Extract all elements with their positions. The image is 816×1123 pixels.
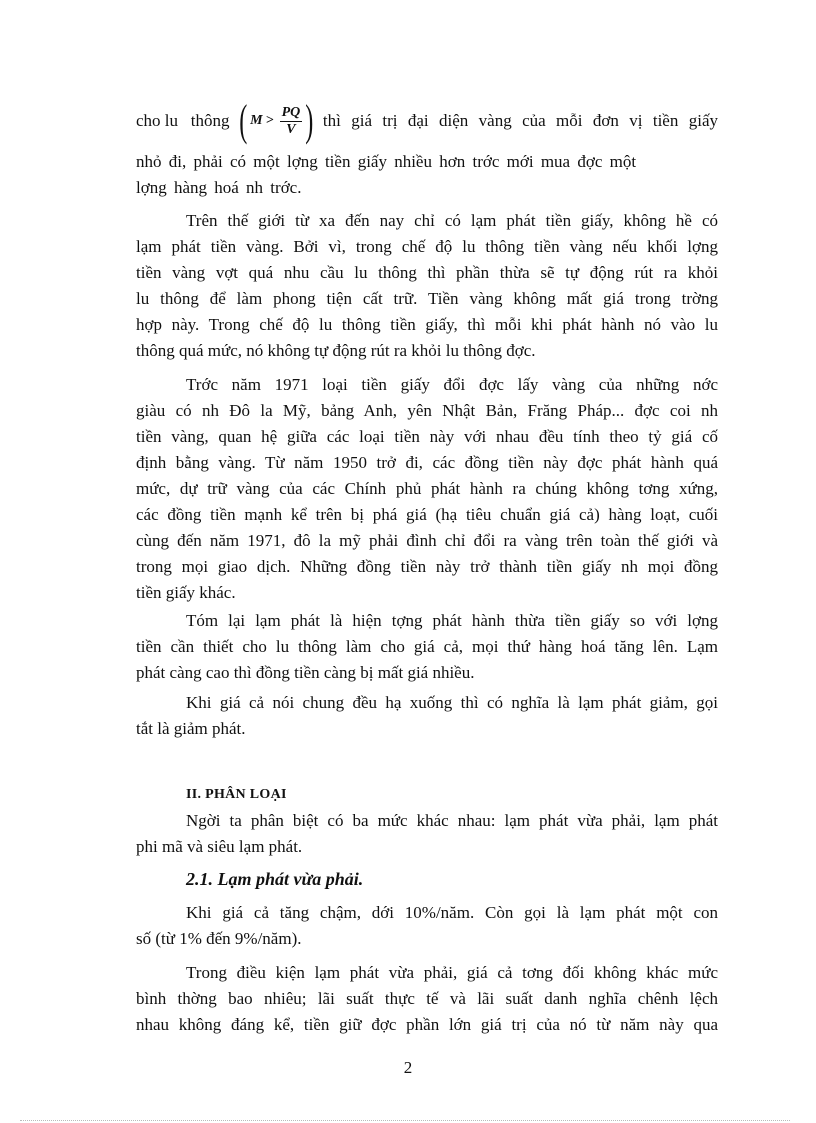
formula-line bbox=[136, 98, 718, 144]
text-line: số (từ 1% đến 9%/năm). bbox=[136, 929, 302, 948]
text-line: tiền cần thiết cho lu thông làm cho giá cả, mọi thứ hàng hoá tăng lên. Lạm bbox=[136, 637, 718, 656]
formula-denominator: V bbox=[286, 121, 296, 137]
text-line: định bằng vàng. Từ năm 1950 trở đi, các đồng tiền này đợc phát hành quá bbox=[136, 453, 718, 472]
formula-line-suffix: thì giá trị đại diện vàng của mỗi đơn vị tiền giấy bbox=[322, 111, 718, 130]
text-line: phát càng cao thì đồng tiền càng bị mất giá nhiều. bbox=[136, 663, 475, 682]
paragraph-6-body bbox=[136, 834, 718, 860]
left-paren-icon: ( bbox=[238, 96, 247, 145]
text-line: thông quá mức, nó không tự động rút ra khỏi lu thông đợc. bbox=[136, 341, 536, 360]
paragraph-1 bbox=[136, 149, 718, 201]
formula-fraction bbox=[280, 105, 303, 138]
right-paren-icon: ) bbox=[305, 96, 314, 145]
text-line: giàu có nh Đô la Mỹ, bảng Anh, yên Nhật Bản, Frăng Pháp... đợc coi nh bbox=[136, 401, 718, 420]
text-line: Ngời ta phân biệt có ba mức khác nhau: lạm phát vừa phải, lạm phát bbox=[186, 811, 718, 830]
text-line: nhỏ đi, phải có một lợng tiền giấy nhiều hơn trớc mới mua đợc một bbox=[136, 152, 637, 171]
subsection-heading: 2.1. Lạm phát vừa phải. bbox=[186, 869, 364, 889]
formula-numerator: PQ bbox=[281, 104, 301, 120]
formula-line-prefix: cho lu thông bbox=[136, 111, 230, 130]
paragraph-3-body bbox=[136, 398, 718, 606]
page-bottom-divider bbox=[20, 1120, 790, 1121]
text-line: Khi giá cả tăng chậm, dới 10%/năm. Còn gọi là lạm phát một con bbox=[186, 903, 718, 922]
text-line: các đồng tiền mạnh kể trên bị phá giá (hạ tiêu chuẩn giá cả) hàng loạt, cuối bbox=[136, 505, 718, 524]
text-line: mức, dự trữ vàng của các Chính phủ phát hành ra chúng không tơng xứng, bbox=[136, 479, 718, 498]
money-supply-formula bbox=[236, 96, 317, 145]
page-number: 2 bbox=[403, 1058, 413, 1077]
text-line: tắt là giảm phát. bbox=[136, 719, 246, 738]
text-line: cùng đến năm 1971, đô la mỹ phải đình chỉ đổi ra vàng trên toàn thế giới và bbox=[136, 531, 718, 550]
paragraph-2 bbox=[136, 208, 718, 234]
text-line: tiền giấy khác. bbox=[136, 583, 236, 602]
text-line: Trên thế giới từ xa đến nay chỉ có lạm phát tiền giấy, không hề có bbox=[186, 211, 718, 230]
text-line: lu thông để làm phong tiện cất trữ. Tiền vàng không mất giá trong trờng bbox=[136, 289, 718, 308]
text-line: tiền vàng vợt quá nhu cầu lu thông thì phần thừa sẽ tự động rút ra khỏi bbox=[136, 263, 718, 282]
paragraph-5-body bbox=[136, 716, 718, 742]
formula-lhs: M bbox=[250, 113, 263, 128]
paragraph-7 bbox=[136, 900, 718, 926]
text-line: phi mã và siêu lạm phát. bbox=[136, 837, 303, 856]
text-line: hợp này. Trong chế độ lu thông tiền giấy, thì mỗi khi phát hành nó vào lu bbox=[136, 315, 718, 334]
text-line: lạm phát tiền vàng. Bởi vì, trong chế độ lu thông tiền vàng nếu khối lợng bbox=[136, 237, 718, 256]
text-line: trong mọi giao dịch. Những đồng tiền này trở thành tiền giấy nh mọi đồng bbox=[136, 557, 718, 576]
paragraph-7-body bbox=[136, 926, 718, 952]
text-line: Trớc năm 1971 loại tiền giấy đổi đợc lấy vàng của những nớc bbox=[186, 375, 718, 394]
paragraph-4-body bbox=[136, 634, 718, 686]
text-line: bình thờng bao nhiêu; lãi suất thực tế và lãi suất danh nghĩa chênh lệch bbox=[136, 989, 718, 1008]
text-line: nhau không đáng kể, tiền giữ đợc phần lớn giá trị của nó từ năm này qua bbox=[136, 1015, 718, 1034]
paragraph-3 bbox=[136, 372, 718, 398]
paragraph-5 bbox=[136, 690, 718, 716]
text-line: lợng hàng hoá nh trớc. bbox=[136, 178, 302, 197]
paragraph-2-body bbox=[136, 234, 718, 364]
paragraph-4 bbox=[136, 608, 718, 634]
section-heading: II. PHÂN LOẠI bbox=[186, 787, 287, 802]
paragraph-6 bbox=[136, 808, 718, 834]
formula-op: > bbox=[265, 113, 274, 128]
text-line: Khi giá cả nói chung đều hạ xuống thì có nghĩa là lạm phát giảm, gọi bbox=[186, 693, 718, 712]
text-line: tiền vàng, quan hệ giữa các loại tiền này với nhau đều tính theo tỷ giá cố bbox=[136, 427, 718, 446]
text-line: Tóm lại lạm phát là hiện tợng phát hành thừa tiền giấy so với lợng bbox=[186, 611, 718, 630]
paragraph-8-body bbox=[136, 986, 718, 1038]
text-line: Trong điều kiện lạm phát vừa phải, giá cả tơng đối không khác mức bbox=[186, 963, 718, 982]
paragraph-8 bbox=[136, 960, 718, 986]
